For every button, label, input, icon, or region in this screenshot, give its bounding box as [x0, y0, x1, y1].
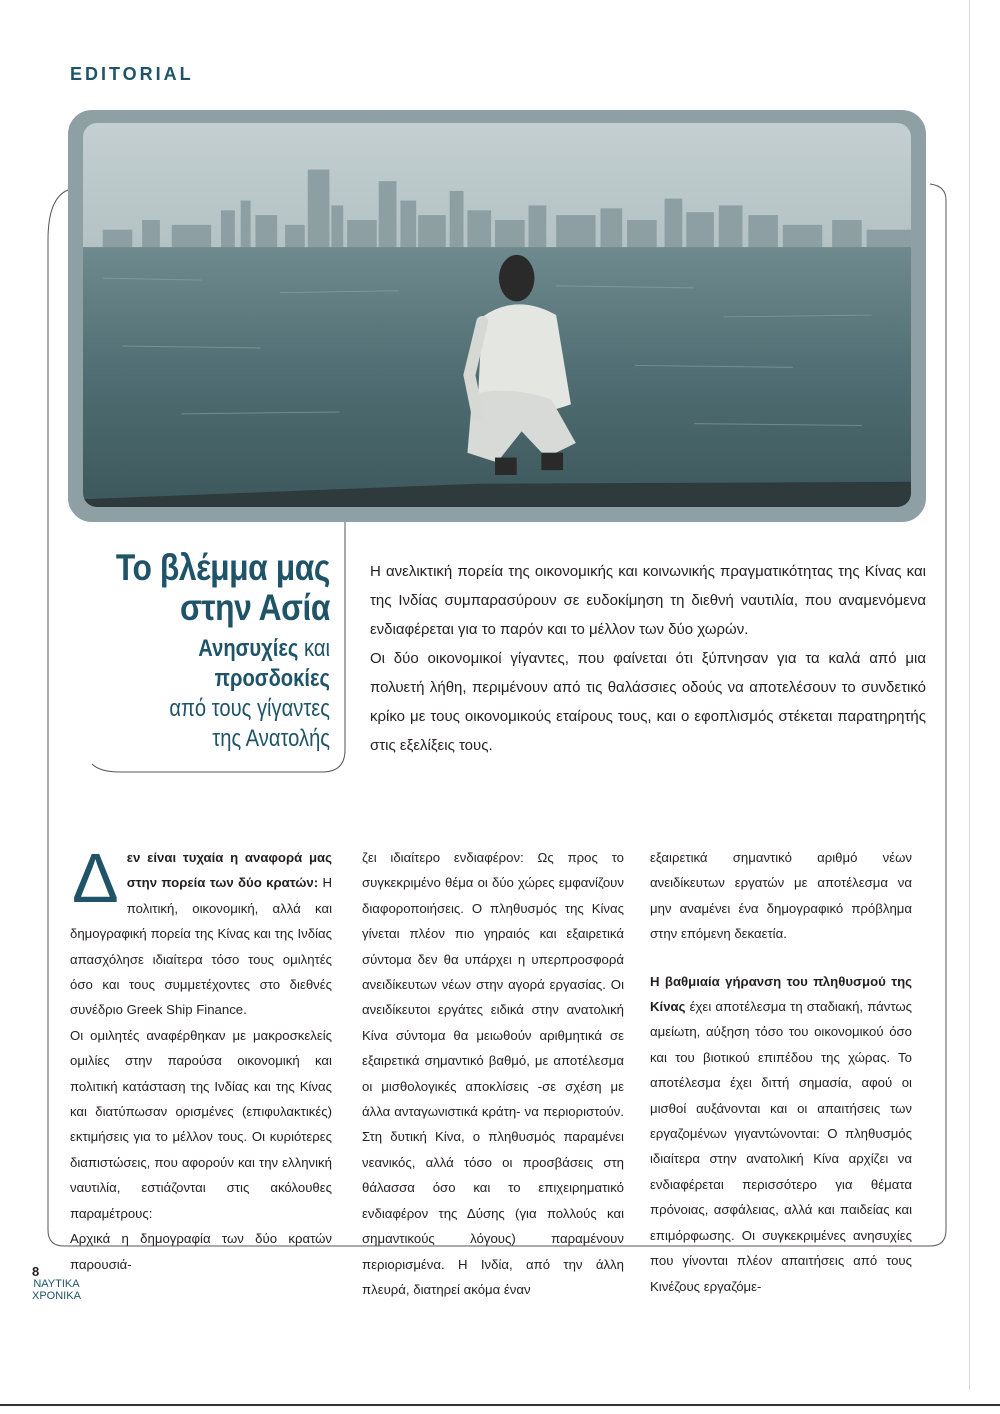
- col1-p3: Αρχικά η δημογραφία των δύο κρατών παρουσιά-: [70, 1231, 332, 1272]
- col2-p1: ζει ιδιαίτερο ενδιαφέρον: Ως προς το συγκεκριμένο θέμα οι δύο χώρες εμφανίζουν διαφοροποιήσεις. Ο πληθυσμός της Κίνας γίνεται πλέον πιο γηραιός και εξαιρετικά σύντομα δεν θα υπάρχει η υπερπροσφορά ανειδίκευτων νέων στην αγορά εργασίας. Οι ανειδίκευτοι εργάτες ειδικά στην ανατολική Κίνα σύντομα θα μειωθούν αριθμητικά σε εξαιρετικά σημαντικό βαθμό, με αποτέλεσμα οι μισθολογικές αποκλίσεις -σε σχέση με άλλα ανταγωνιστικά κράτη- να περιοριστούν. Στη δυτική Κίνα, ο πληθυσμός παραμένει νεανικός, αλλά τόσο οι προσβάσεις στη θάλασσα όσο και το επιχειρηματικό ενδιαφέρον της Δύσης (για πολλούς και σημαντικούς λόγους) παραμένουν περιορισμένα. Η Ινδία, από την άλλη πλευρά, διατηρεί ακόμα έναν: [362, 850, 624, 1297]
- headline-title-line1: Το βλέμμα μας: [115, 547, 331, 588]
- col3-p2-text: έχει αποτέλεσμα τη σταδιακή, πάντως αμείωτη, αύξηση τόσο του οικονομικού όσο και του βιοτικού επιπέδου της χώρας. Το αποτέλεσμα έχει διττή σημασία, αφού οι μισθοί αυξάνονται και οι απαιτήσεις των εργαζομένων γιγαντώνονται: Ο πληθυσμός ιδιαίτερα στην ανατολική Κίνα αρχίζει να ενδιαφέρεται περισσότερο για θέματα πρόνοιας, ασφάλειας, αλλά και παιδείας και επιμόρφωσης. Οι συγκεκριμένες ανησυχίες που γίνονται πλέον απαιτήσεις από τους Κινέζους εργαζόμε-: [650, 999, 912, 1294]
- lead-paragraph: [370, 557, 926, 760]
- col3-p1: εξαιρετικά σημαντικό αριθμό νέων ανειδίκευτων εργατών με αποτέλεσμα να μην αναμένει ένα δημογραφικό πρόβλημα στην επόμενη δεκαετία.: [650, 850, 912, 942]
- lead-p2: Οι δύο οικονομικοί γίγαντες, που φαίνεται ότι ξύπνησαν για τα καλά από μια πολυετή λήθη, περιμένουν από τις θαλάσσιες οδούς να αποτελέσουν το συνδετικό κρίκο με τους οικονομικούς εταίρους τους, και ο εφοπλισμός στέκεται παρατηρητής στις εξελίξεις τους.: [370, 650, 926, 754]
- page-folio: [32, 1266, 81, 1302]
- col3-lead-bold: Η βαθμιαία γήρανση του πληθυσμού της Κίνας: [650, 973, 912, 1015]
- page-number: 8: [32, 1264, 40, 1279]
- body-column-1: [70, 839, 333, 1277]
- col1-p1-text: Η πολιτική, οικονομική, αλλά και δημογραφική πορεία της Κίνας και της Ινδίας απασχόλησε ιδιαίτερα τόσο τους ομιλητές όσο και τους συμμετέχοντες στο διεθνές συνέδριο Greek Ship Finance.: [70, 875, 333, 1018]
- drop-cap: Δ: [72, 839, 119, 917]
- headline-title-line2: στην Ασία: [179, 587, 330, 628]
- magazine-name-line2: ΧΡΟΝΙΚΑ: [32, 1290, 81, 1302]
- magazine-name-line1: ΝΑΥΤΙΚΑ: [33, 1278, 80, 1290]
- headline: [60, 548, 330, 754]
- col1-p2: Οι ομιλητές αναφέρθηκαν με μακροσκελείς ομιλίες στην παρούσα οικονομική και πολιτική κατάσταση της Ινδίας και της Κίνας και διατύπωσαν ορισμένες (επιφυλακτικές) εκτιμήσεις για το μέλλον τους. Οι κυριότερες διαπιστώσεις, που αφορούν και την ελληνική ναυτιλία, εστιάζονται στις ακόλουθες παραμέτρους:: [70, 1027, 332, 1221]
- col1-p1: [70, 839, 333, 1023]
- subtitle-connector: και: [298, 635, 330, 662]
- subtitle-bold-2: προσδοκίες: [214, 665, 330, 692]
- section-label: EDITORIAL: [70, 64, 194, 84]
- subtitle-bold-1: Ανησυχίες: [198, 635, 299, 662]
- photo-frame: [68, 110, 926, 522]
- body-column-3: [650, 845, 912, 1299]
- page-bottom-rule: [0, 1404, 1000, 1406]
- col3-p2: [650, 969, 912, 1299]
- lead-p1: Η ανελικτική πορεία της οικονομικής και κοινωνικής πραγματικότητας της Κίνας και της Ινδίας συμπαρασύρουν σε ευδοκίμηση τη διεθνή ναυτιλία, που αναμενόμενα ενδιαφέρεται για το παρόν και το μέλλον των δύο χωρών.: [370, 563, 926, 638]
- body-column-2: [362, 845, 624, 1302]
- seaside-city-photo: [83, 123, 911, 507]
- headline-subtitle-line1: [103, 634, 330, 694]
- headline-subtitle-line3: της Ανατολής: [212, 725, 330, 752]
- col1-lead-bold: εν είναι τυχαία η αναφορά μας στην πορεία των δύο κρατών:: [126, 850, 332, 891]
- page-edge: [969, 0, 970, 1390]
- headline-subtitle-line2: από τους γίγαντες: [169, 695, 330, 722]
